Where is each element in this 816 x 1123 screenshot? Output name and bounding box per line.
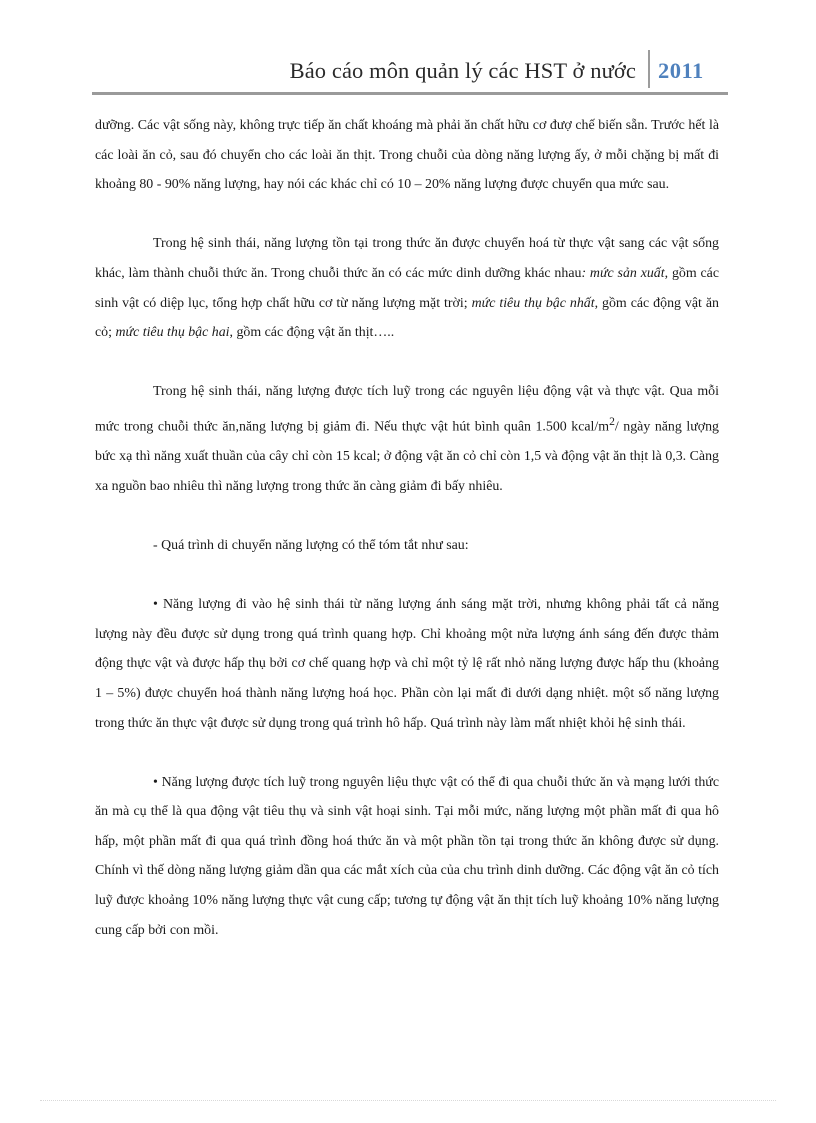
paragraph-3-text-2: / ngày năng lượng bức xạ thì năng xuất thuần của cây chỉ còn 15 kcal; ở động vật ăn cỏ chỉ còn 1,5 và động vật ăn thịt là 0,3. Càng xa nguồn bao nhiêu thì năng lượng trong thức ăn càng giảm đi bấy nhiêu.: [95, 419, 719, 494]
paragraph-3-text-1: Trong hệ sinh thái, năng lượng được tích luỹ trong các nguyên liệu động vật và thực vật. Qua mỗi mức trong chuỗi thức ăn,năng lượng bị giảm đi. Nếu thực vật hút bình quân 1.500 kcal/m: [95, 384, 719, 435]
header-year: 2011: [658, 58, 704, 83]
term-secondary-consumer: mức tiêu thụ bậc hai: [115, 325, 230, 341]
header-separator: [648, 50, 650, 88]
paragraph-2: [95, 229, 719, 347]
document-body: [95, 111, 719, 945]
paragraph-2-text-4: , gồm các động vật ăn thịt…..: [229, 325, 395, 341]
paragraph-2-text-2: , gồm các sinh vật có diệp lục, tổng hợp chất hữu cơ từ năng lượng mặt trời;: [95, 265, 720, 311]
paragraph-3: [95, 377, 719, 501]
paragraph-1: dưỡng. Các vật sống này, không trực tiếp ăn chất khoáng mà phải ăn chất hữu cơ đượ chế biến sẵn. Trước hết là các loài ăn cỏ, sau đó chuyển cho các loài ăn thịt. Trong chuỗi của dòng năng lượng ấy, ở mỗi chặng bị mất đi khoảng 80 - 90% năng lượng, hay nói các khác chỉ có 10 – 20% năng lượng được chuyển qua mức sau.: [95, 118, 719, 193]
term-production-level: : mức sản xuất: [581, 265, 665, 281]
paragraph-2-text-3: , gồm các động vật ăn cỏ;: [95, 295, 719, 341]
superscript-2: 2: [609, 414, 615, 428]
paragraph-4: - Quá trình di chuyển năng lượng có thể tóm tắt như sau:: [153, 537, 469, 553]
bullet-paragraph-2: • Năng lượng được tích luỹ trong nguyên liệu thực vật có thể đi qua chuỗi thức ăn và mạng lưới thức ăn mà cụ thể là qua động vật tiêu thụ và sinh vật hoại sinh. Tại mỗi mức, năng lượng một phần mất đi qua hô hấp, một phần mất đi qua quá trình đồng hoá thức ăn và một phần tồn tại trong thức ăn không được sử dụng. Chính vì thế dòng năng lượng giảm dần qua các mắt xích của của chu trình dinh dưỡng. Các động vật ăn cỏ tích luỹ được khoảng 10% năng lượng thực vật cung cấp; tương tự động vật ăn thịt tích luỹ khoảng 10% năng lượng cung cấp bởi con mồi.: [95, 774, 719, 938]
header-rule: [92, 92, 728, 95]
paragraph-2-text-1: Trong hệ sinh thái, năng lượng tồn tại trong thức ăn được chuyển hoá từ thực vật sang các vật sống khác, làm thành chuỗi thức ăn. Trong chuỗi thức ăn có các mức dinh dưỡng khác nhau: [95, 236, 719, 281]
term-primary-consumer: mức tiêu thụ bậc nhất: [471, 295, 595, 311]
bullet-paragraph-1: • Năng lượng đi vào hệ sinh thái từ năng lượng ánh sáng mặt trời, nhưng không phải tất cả năng lượng này đều được sử dụng trong quá trình quang hợp. Chỉ khoảng một nửa lượng ánh sáng đến được thảm động thực vật và được hấp thụ bởi cơ chế quang hợp và chỉ một tỷ lệ rất nhỏ năng lượng được hấp thu (khoảng 1 – 5%) được chuyển hoá thành năng lượng hoá học. Phần còn lại mất đi dưới dạng nhiệt. một số năng lượng trong thức ăn thực vật được sử dụng trong quá trình hô hấp. Quá trình này làm mất nhiệt khỏi hệ sinh thái.: [95, 597, 719, 731]
header-title: Báo cáo môn quản lý các HST ở nước: [289, 58, 636, 83]
footer-rule: [40, 1100, 776, 1101]
page-header: [92, 48, 728, 94]
